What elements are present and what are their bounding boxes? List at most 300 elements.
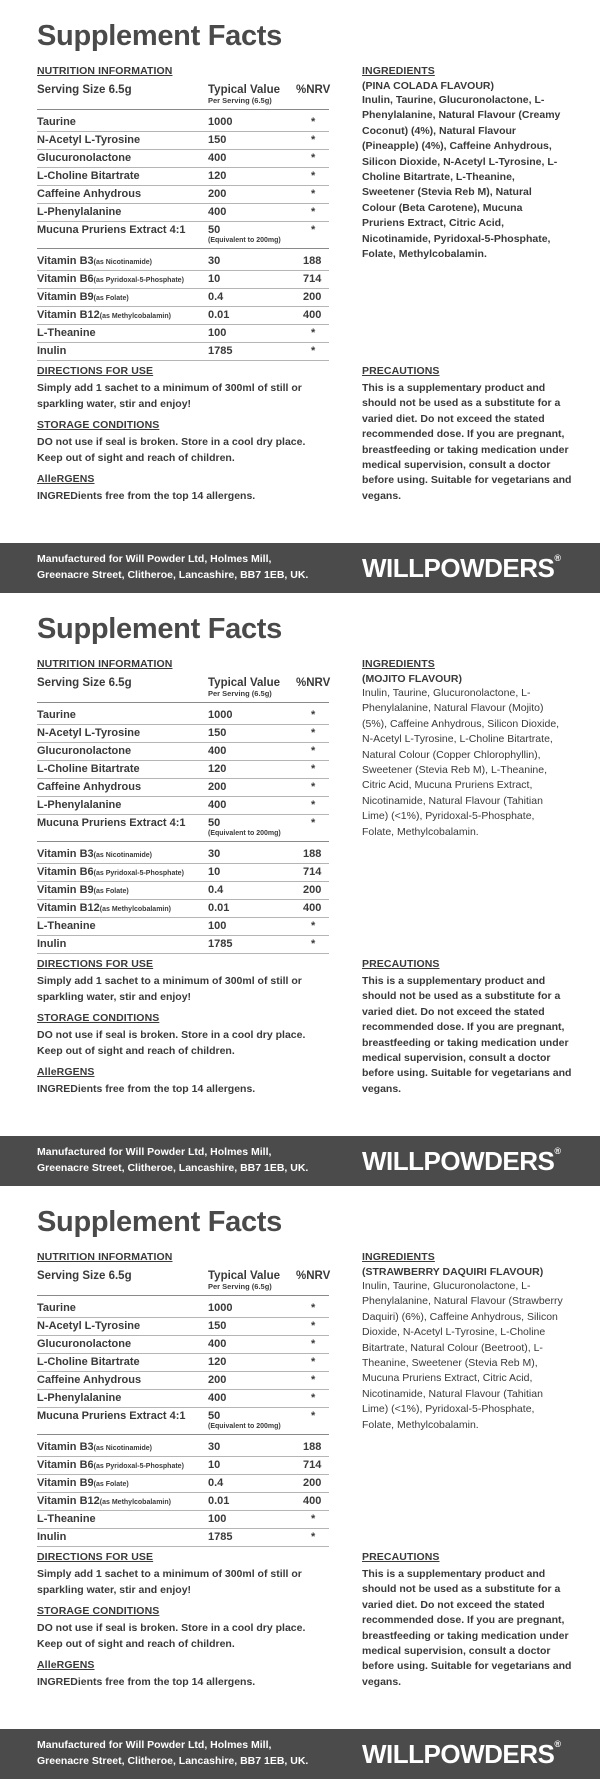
- value-amount: 0.01: [208, 902, 230, 914]
- nutrient-nrv: *: [311, 1410, 316, 1422]
- nutrient-name: [37, 866, 184, 878]
- typical-value-header: Typical Value Per Serving (6.5g): [208, 677, 281, 698]
- value-amount: 1785: [208, 345, 233, 357]
- supplement-panel: [0, 593, 600, 1186]
- allergens-heading: AlleRGENS: [37, 473, 95, 485]
- nutrient-label: Vitamin B9: [37, 291, 94, 303]
- nutrient-label: Vitamin B9: [37, 1477, 94, 1489]
- value-amount: 0.01: [208, 309, 230, 321]
- table-row: [37, 846, 329, 864]
- nutrient-label: Taurine: [37, 1302, 76, 1314]
- nutrition-table: [37, 658, 329, 954]
- nutrient-name: [37, 1495, 171, 1507]
- nutrient-nrv: *: [311, 134, 316, 146]
- table-row: [37, 289, 329, 307]
- ingredients-text: Inulin, Taurine, Glucuronolactone, L-Phenylalanine, Natural Flavour (Mojito) (5%), Caffeine Anhydrous, Silicon Dioxide, N-Acetyl L-Tyrosine, L-Choline Bitartrate, Natural Colour (Copper Chlorophyllin), Sweetener (Stevia Reb M), L-Theanine, Citric Acid, Mucuna Pruriens Extract, Nicotinamide, Natural Flavour (Tahitian Lime) (<1%), Pyridoxal-5-Phosphate, Folate, Methylcobalamin.: [362, 687, 560, 838]
- nutrient-value: [208, 170, 226, 182]
- value-amount: 120: [208, 1356, 227, 1368]
- nutrient-value: [208, 116, 232, 128]
- value-amount: 120: [208, 763, 227, 775]
- table-row: [37, 779, 329, 797]
- nutrient-label: Vitamin B3: [37, 1441, 94, 1453]
- nutrient-label: L-Theanine: [37, 1513, 96, 1525]
- nutrient-form: (as Folate): [93, 295, 129, 302]
- nutrient-form: (as Nicotinamide): [93, 1445, 153, 1452]
- nutrient-nrv: *: [311, 224, 316, 236]
- nutrient-nrv: *: [311, 1356, 316, 1368]
- nutrient-nrv: *: [311, 745, 316, 757]
- storage-text: DO not use if seal is broken. Store in a cool dry place. Keep out of sight and reach of children.: [37, 436, 306, 464]
- page-title: Supplement Facts: [37, 613, 282, 645]
- ingredients-text: Inulin, Taurine, Glucuronolactone, L-Phenylalanine, Natural Flavour (Strawberry Daquiri) (6%), Caffeine Anhydrous, Silicon Dioxide, N-Acetyl L-Tyrosine, L-Choline Bitartrate, Natural Colour (Beetroot), L-Theanine, Sweetener (Stevia Reb M), Mucuna Pruriens Extract, Citric Acid, Nicotinamide, Natural Flavour (Tahitian Lime) (<1%), Pyridoxal-5-Phosphate, Folate, Methylcobalamin.: [362, 1280, 563, 1431]
- supplement-panel: [0, 0, 600, 593]
- footer-bar: [0, 543, 600, 593]
- brand-logo: WILLPOWDERS®: [362, 553, 561, 583]
- nutrient-nrv: 714: [303, 273, 322, 285]
- nutrient-label: L-Phenylalanine: [37, 1392, 122, 1404]
- nutrient-label: Caffeine Anhydrous: [37, 781, 142, 793]
- precautions-heading: PRECAUTIONS: [362, 1551, 440, 1563]
- nutrient-name: [37, 116, 76, 128]
- nutrient-nrv: 400: [303, 309, 322, 321]
- nutrient-value: [208, 727, 226, 739]
- nutrient-name: [37, 152, 131, 164]
- nutrient-value: [208, 134, 226, 146]
- value-equivalent: (Equivalent to 200mg): [208, 830, 281, 837]
- nutrient-name: [37, 1513, 96, 1525]
- storage-heading: STORAGE CONDITIONS: [37, 419, 160, 431]
- value-amount: 0.4: [208, 884, 224, 896]
- nutrient-name: [37, 134, 140, 146]
- nutrient-form: (as Pyridoxal-5-Phosphate): [93, 1463, 184, 1470]
- usage-block: [37, 1551, 329, 1698]
- nutrition-heading: NUTRITION INFORMATION: [37, 65, 173, 77]
- nutrient-label: L-Choline Bitartrate: [37, 1356, 140, 1368]
- nutrient-value: [208, 709, 232, 721]
- per-serving-note: Per Serving (6.5g): [208, 1282, 272, 1291]
- directions-heading: DIRECTIONS FOR USE: [37, 958, 154, 970]
- nutrient-label: Vitamin B12: [37, 1495, 100, 1507]
- value-amount: 100: [208, 1513, 227, 1525]
- table-row: [37, 325, 329, 343]
- nutrient-name: [37, 1392, 121, 1404]
- value-amount: 10: [208, 1459, 221, 1471]
- nutrient-name: [37, 781, 141, 793]
- nutrient-name: [37, 170, 140, 182]
- nutrient-nrv: *: [311, 1302, 316, 1314]
- manufacturer-address: Manufactured for Will Powder Ltd, Holmes Mill, Greenacre Street, Clitheroe, Lancashire, BB7 1EB, UK.: [37, 553, 309, 581]
- nutrient-name: [37, 1302, 76, 1314]
- nutrient-rows: [37, 114, 329, 361]
- nutrient-name: [37, 848, 152, 860]
- nutrient-nrv: *: [311, 345, 316, 357]
- storage-heading: STORAGE CONDITIONS: [37, 1605, 160, 1617]
- nutrient-name: [37, 884, 129, 896]
- value-amount: 1000: [208, 1302, 233, 1314]
- nutrient-label: Inulin: [37, 345, 67, 357]
- nutrient-nrv: *: [311, 327, 316, 339]
- table-row: [37, 1511, 329, 1529]
- nutrient-nrv: 188: [303, 848, 322, 860]
- nutrient-name: [37, 1410, 186, 1422]
- nutrition-heading: NUTRITION INFORMATION: [37, 1251, 173, 1263]
- directions-heading: DIRECTIONS FOR USE: [37, 1551, 154, 1563]
- table-row: [37, 1318, 329, 1336]
- flavour-name: (PINA COLADA FLAVOUR): [362, 80, 495, 92]
- nutrient-nrv: *: [311, 1513, 316, 1525]
- nutrient-label: Inulin: [37, 938, 67, 950]
- nutrient-value: [208, 781, 226, 793]
- nutrient-name: [37, 727, 140, 739]
- ingredients-text: Inulin, Taurine, Glucuronolactone, L-Phenylalanine, Natural Flavour (Creamy Coconut) (4%), Natural Flavour (Pineapple) (4%), Caffeine Anhydrous, Silicon Dioxide, N-Acetyl L-Tyrosine, L-Choline Bitartrate, L-Theanine, Sweetener (Stevia Reb M), Natural Colour (Beta Carotene), Mucuna Pruriens Extract, Citric Acid, Nicotinamide, Pyridoxal-5-Phosphate, Folate, Methylcobalamin.: [362, 94, 561, 261]
- table-row: [37, 114, 329, 132]
- nutrient-value: [208, 884, 223, 896]
- nutrient-label: Caffeine Anhydrous: [37, 1374, 142, 1386]
- value-amount: 10: [208, 866, 221, 878]
- directions-text: Simply add 1 sachet to a minimum of 300ml of still or sparkling water, stir and enjoy!: [37, 975, 302, 1003]
- table-row: [37, 815, 329, 842]
- manufacturer-address: Manufactured for Will Powder Ltd, Holmes Mill, Greenacre Street, Clitheroe, Lancashire, BB7 1EB, UK.: [37, 1739, 309, 1767]
- nutrient-name: [37, 327, 96, 339]
- nutrient-form: (as Methylcobalamin): [99, 313, 171, 320]
- nutrition-table: [37, 1251, 329, 1547]
- nutrient-value: [208, 1477, 223, 1489]
- value-amount: 400: [208, 206, 227, 218]
- value-amount: 1000: [208, 709, 233, 721]
- nutrient-label: Glucuronolactone: [37, 745, 132, 757]
- nutrient-value: [208, 938, 232, 950]
- nutrient-name: [37, 188, 141, 200]
- value-amount: 400: [208, 745, 227, 757]
- table-header: [37, 1265, 329, 1296]
- value-amount: 200: [208, 1374, 227, 1386]
- precautions-block: [362, 365, 577, 504]
- table-row: [37, 743, 329, 761]
- table-row: [37, 707, 329, 725]
- precautions-heading: PRECAUTIONS: [362, 365, 440, 377]
- precautions-block: [362, 1551, 577, 1690]
- nutrient-form: (as Folate): [93, 888, 129, 895]
- typical-value-header: Typical Value Per Serving (6.5g): [208, 84, 281, 105]
- value-amount: 30: [208, 848, 221, 860]
- value-amount: 30: [208, 1441, 221, 1453]
- nutrient-name: [37, 255, 152, 267]
- value-amount: 400: [208, 1338, 227, 1350]
- nutrient-nrv: *: [311, 152, 316, 164]
- nutrient-name: [37, 1320, 140, 1332]
- nutrient-label: L-Choline Bitartrate: [37, 170, 140, 182]
- nutrient-name: [37, 206, 121, 218]
- directions-heading: DIRECTIONS FOR USE: [37, 365, 154, 377]
- nutrient-label: N-Acetyl L-Tyrosine: [37, 134, 141, 146]
- nutrient-rows: [37, 1300, 329, 1547]
- nrv-header: %NRV: [296, 677, 331, 689]
- value-amount: 400: [208, 152, 227, 164]
- value-amount: 100: [208, 920, 227, 932]
- directions-text: Simply add 1 sachet to a minimum of 300ml of still or sparkling water, stir and enjoy!: [37, 1568, 302, 1596]
- ingredients-heading: INGREDIENTS: [362, 65, 435, 77]
- precautions-text: This is a supplementary product and should not be used as a substitute for a varied diet. Do not exceed the stated recommended dose. If you are pregnant, breastfeeding or taking medication under medical supervision, consult a doctor before using. Suitable for vegetarians and vegans.: [362, 382, 572, 502]
- table-row: [37, 168, 329, 186]
- footer-bar: [0, 1136, 600, 1186]
- footer-bar: [0, 1729, 600, 1779]
- brand-logo: WILLPOWDERS®: [362, 1739, 561, 1769]
- table-row: [37, 271, 329, 289]
- nutrient-nrv: 714: [303, 866, 322, 878]
- value-amount: 200: [208, 188, 227, 200]
- nutrient-value: [208, 255, 220, 267]
- nutrient-name: [37, 920, 96, 932]
- table-row: [37, 343, 329, 361]
- value-equivalent: (Equivalent to 200mg): [208, 1423, 281, 1430]
- nutrient-name: [37, 902, 171, 914]
- nutrient-nrv: *: [311, 799, 316, 811]
- nrv-header: %NRV: [296, 1270, 331, 1282]
- registered-mark: ®: [554, 1146, 561, 1156]
- directions-text: Simply add 1 sachet to a minimum of 300ml of still or sparkling water, stir and enjoy!: [37, 382, 302, 410]
- nutrient-value: [208, 206, 226, 218]
- nutrient-name: [37, 309, 171, 321]
- nutrient-value: [208, 1531, 232, 1543]
- table-row: [37, 864, 329, 882]
- ingredients-heading: INGREDIENTS: [362, 1251, 435, 1263]
- nutrition-heading: NUTRITION INFORMATION: [37, 658, 173, 670]
- table-row: [37, 936, 329, 954]
- nutrient-value: [208, 866, 220, 878]
- nutrient-name: [37, 1531, 66, 1543]
- table-row: [37, 797, 329, 815]
- table-row: [37, 725, 329, 743]
- nutrient-name: [37, 763, 140, 775]
- serving-size: Serving Size 6.5g: [37, 84, 132, 96]
- nutrient-name: [37, 799, 121, 811]
- nutrient-name: [37, 709, 76, 721]
- nutrient-nrv: 400: [303, 902, 322, 914]
- nutrient-form: (as Methylcobalamin): [99, 1499, 171, 1506]
- allergens-heading: AlleRGENS: [37, 1066, 95, 1078]
- nutrition-table: [37, 65, 329, 361]
- nutrient-value: [208, 817, 281, 838]
- nutrient-form: (as Pyridoxal-5-Phosphate): [93, 870, 184, 877]
- nutrient-nrv: 200: [303, 291, 322, 303]
- nutrient-form: (as Pyridoxal-5-Phosphate): [93, 277, 184, 284]
- nutrient-value: [208, 188, 226, 200]
- nutrient-name: [37, 817, 186, 829]
- value-amount: 50: [208, 224, 221, 236]
- nutrient-label: Glucuronolactone: [37, 152, 132, 164]
- storage-heading: STORAGE CONDITIONS: [37, 1012, 160, 1024]
- ingredients-block: [362, 1251, 567, 1433]
- table-row: [37, 1300, 329, 1318]
- nutrient-nrv: 188: [303, 255, 322, 267]
- nutrient-nrv: *: [311, 116, 316, 128]
- nutrient-value: [208, 763, 226, 775]
- nutrient-name: [37, 291, 129, 303]
- nutrient-label: L-Theanine: [37, 327, 96, 339]
- nutrient-value: [208, 799, 226, 811]
- table-row: [37, 204, 329, 222]
- table-row: [37, 1354, 329, 1372]
- table-row: [37, 882, 329, 900]
- nutrient-label: L-Theanine: [37, 920, 96, 932]
- nutrient-nrv: 400: [303, 1495, 322, 1507]
- nutrient-label: Mucuna Pruriens Extract 4:1: [37, 224, 186, 236]
- nutrient-value: [208, 345, 232, 357]
- nutrient-value: [208, 224, 281, 245]
- nutrient-name: [37, 1374, 141, 1386]
- nutrient-label: Taurine: [37, 709, 76, 721]
- nutrient-name: [37, 273, 184, 285]
- nutrient-nrv: *: [311, 1320, 316, 1332]
- nutrient-label: L-Phenylalanine: [37, 799, 122, 811]
- table-header: [37, 672, 329, 703]
- table-row: [37, 1372, 329, 1390]
- nutrient-name: [37, 1441, 152, 1453]
- nutrient-label: Vitamin B3: [37, 255, 94, 267]
- page-title: Supplement Facts: [37, 20, 282, 52]
- allergens-text: INGREDients free from the top 14 allergens.: [37, 1083, 256, 1095]
- supplement-panel: [0, 1186, 600, 1779]
- nutrient-form: (as Folate): [93, 1481, 129, 1488]
- value-amount: 1785: [208, 938, 233, 950]
- serving-size: Serving Size 6.5g: [37, 677, 132, 689]
- value-equivalent: (Equivalent to 200mg): [208, 237, 281, 244]
- nutrient-name: [37, 1356, 140, 1368]
- precautions-block: [362, 958, 577, 1097]
- nutrient-name: [37, 1477, 129, 1489]
- table-row: [37, 900, 329, 918]
- nutrient-label: Vitamin B3: [37, 848, 94, 860]
- nutrient-label: Glucuronolactone: [37, 1338, 132, 1350]
- table-row: [37, 1390, 329, 1408]
- nutrient-value: [208, 1356, 226, 1368]
- nutrient-label: Vitamin B12: [37, 902, 100, 914]
- usage-block: [37, 365, 329, 512]
- ingredients-heading: INGREDIENTS: [362, 658, 435, 670]
- nutrient-nrv: *: [311, 781, 316, 793]
- usage-block: [37, 958, 329, 1105]
- nutrient-label: Vitamin B9: [37, 884, 94, 896]
- nutrient-label: Vitamin B6: [37, 866, 94, 878]
- nutrient-value: [208, 152, 226, 164]
- value-amount: 0.4: [208, 1477, 224, 1489]
- nrv-header: %NRV: [296, 84, 331, 96]
- nutrient-value: [208, 1459, 220, 1471]
- per-serving-note: Per Serving (6.5g): [208, 96, 272, 105]
- nutrient-label: L-Choline Bitartrate: [37, 763, 140, 775]
- table-row: [37, 1493, 329, 1511]
- storage-text: DO not use if seal is broken. Store in a cool dry place. Keep out of sight and reach of children.: [37, 1622, 306, 1650]
- nutrient-value: [208, 273, 220, 285]
- serving-size: Serving Size 6.5g: [37, 1270, 132, 1282]
- nutrient-name: [37, 938, 66, 950]
- table-row: [37, 1457, 329, 1475]
- nutrient-value: [208, 1374, 226, 1386]
- nutrient-nrv: *: [311, 727, 316, 739]
- value-amount: 1000: [208, 116, 233, 128]
- nutrient-label: Vitamin B6: [37, 1459, 94, 1471]
- nutrient-value: [208, 309, 229, 321]
- nutrient-name: [37, 224, 186, 236]
- nutrient-nrv: *: [311, 938, 316, 950]
- nutrient-label: L-Phenylalanine: [37, 206, 122, 218]
- page-title: Supplement Facts: [37, 1206, 282, 1238]
- precautions-text: This is a supplementary product and should not be used as a substitute for a varied diet. Do not exceed the stated recommended dose. If you are pregnant, breastfeeding or taking medication under medical supervision, consult a doctor before using. Suitable for vegetarians and vegans.: [362, 975, 572, 1095]
- value-amount: 120: [208, 170, 227, 182]
- per-serving-note: Per Serving (6.5g): [208, 689, 272, 698]
- table-row: [37, 222, 329, 249]
- value-amount: 150: [208, 727, 227, 739]
- nutrient-nrv: *: [311, 1531, 316, 1543]
- table-row: [37, 150, 329, 168]
- nutrient-nrv: *: [311, 763, 316, 775]
- nutrient-label: Vitamin B6: [37, 273, 94, 285]
- nutrient-nrv: *: [311, 188, 316, 200]
- value-amount: 0.4: [208, 291, 224, 303]
- flavour-name: (MOJITO FLAVOUR): [362, 673, 462, 685]
- value-amount: 10: [208, 273, 221, 285]
- nutrient-rows: [37, 707, 329, 954]
- nutrient-nrv: *: [311, 709, 316, 721]
- nutrient-label: N-Acetyl L-Tyrosine: [37, 727, 141, 739]
- precautions-heading: PRECAUTIONS: [362, 958, 440, 970]
- value-amount: 30: [208, 255, 221, 267]
- nutrient-name: [37, 345, 66, 357]
- value-amount: 50: [208, 1410, 221, 1422]
- nutrient-value: [208, 1441, 220, 1453]
- nutrient-value: [208, 291, 223, 303]
- nutrient-value: [208, 848, 220, 860]
- nutrient-nrv: 200: [303, 884, 322, 896]
- nutrient-value: [208, 1410, 281, 1431]
- nutrient-nrv: *: [311, 1392, 316, 1404]
- precautions-text: This is a supplementary product and should not be used as a substitute for a varied diet. Do not exceed the stated recommended dose. If you are pregnant, breastfeeding or taking medication under medical supervision, consult a doctor before using. Suitable for vegetarians and vegans.: [362, 1568, 572, 1688]
- table-row: [37, 132, 329, 150]
- table-row: [37, 1529, 329, 1547]
- table-row: [37, 186, 329, 204]
- value-amount: 150: [208, 134, 227, 146]
- nutrient-nrv: *: [311, 817, 316, 829]
- nutrient-nrv: 200: [303, 1477, 322, 1489]
- nutrient-label: Taurine: [37, 116, 76, 128]
- nutrient-value: [208, 902, 229, 914]
- table-row: [37, 1408, 329, 1435]
- nutrient-label: Vitamin B12: [37, 309, 100, 321]
- nutrient-label: Mucuna Pruriens Extract 4:1: [37, 1410, 186, 1422]
- value-amount: 0.01: [208, 1495, 230, 1507]
- value-amount: 400: [208, 799, 227, 811]
- allergens-text: INGREDients free from the top 14 allergens.: [37, 1676, 256, 1688]
- manufacturer-address: Manufactured for Will Powder Ltd, Holmes Mill, Greenacre Street, Clitheroe, Lancashire, BB7 1EB, UK.: [37, 1146, 309, 1174]
- value-amount: 1785: [208, 1531, 233, 1543]
- table-row: [37, 1336, 329, 1354]
- ingredients-block: [362, 658, 567, 840]
- nutrient-name: [37, 1338, 131, 1350]
- table-row: [37, 1439, 329, 1457]
- nutrient-nrv: *: [311, 920, 316, 932]
- nutrient-value: [208, 1513, 226, 1525]
- nutrient-value: [208, 920, 226, 932]
- typical-value-header: Typical Value Per Serving (6.5g): [208, 1270, 281, 1291]
- allergens-heading: AlleRGENS: [37, 1659, 95, 1671]
- storage-text: DO not use if seal is broken. Store in a cool dry place. Keep out of sight and reach of children.: [37, 1029, 306, 1057]
- nutrient-form: (as Nicotinamide): [93, 852, 153, 859]
- brand-logo: WILLPOWDERS®: [362, 1146, 561, 1176]
- nutrient-nrv: *: [311, 206, 316, 218]
- ingredients-block: [362, 65, 567, 262]
- table-row: [37, 253, 329, 271]
- nutrient-name: [37, 1459, 184, 1471]
